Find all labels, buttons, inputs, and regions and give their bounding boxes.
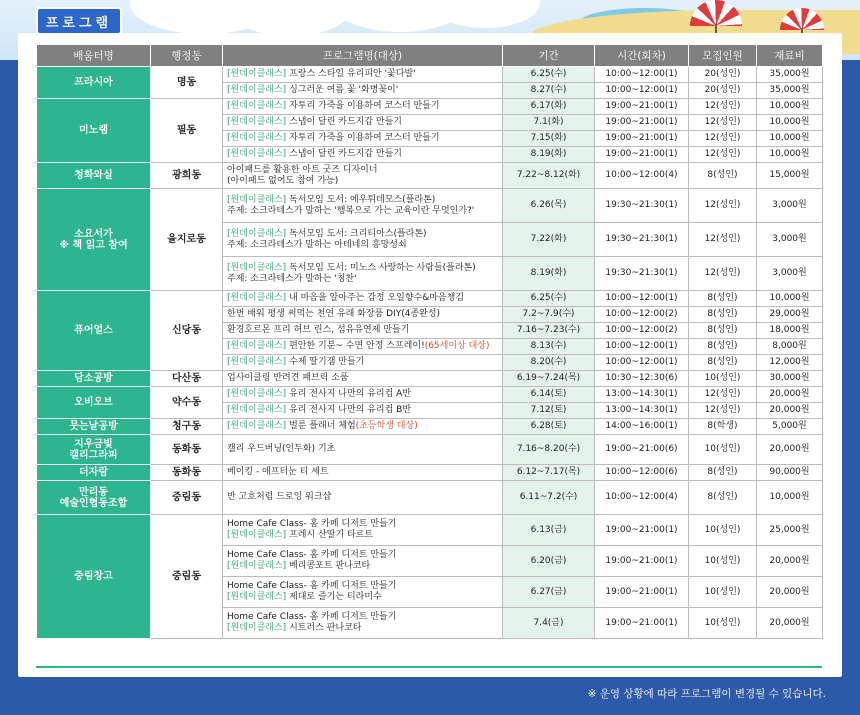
class-tag: [원데이클래스]	[227, 228, 287, 239]
table-row	[37, 371, 823, 387]
program-cell	[223, 608, 503, 639]
venue-name: 퓨어얼스	[74, 325, 113, 336]
class-tag: [원데이클래스]	[227, 293, 287, 303]
capacity-cell: 8(성인)	[689, 339, 757, 355]
time-cell: 19:00~21:00(1)	[595, 608, 689, 639]
venue-name: 더자람	[79, 467, 108, 478]
program-cell	[223, 83, 503, 99]
program-table	[36, 44, 823, 639]
dong-cell: 신당동	[151, 291, 223, 371]
class-tag: [원데이클래스]	[227, 101, 287, 111]
venue-cell	[37, 291, 151, 371]
capacity-cell: 20(성인)	[689, 67, 757, 83]
program-name: 내 마음을 알아주는 감정 오일향수&마음챙김	[289, 293, 465, 303]
dong-cell: 청구동	[151, 419, 223, 435]
fee-cell: 35,000원	[757, 67, 823, 83]
fee-cell: 3,000원	[757, 257, 823, 291]
time-cell: 10:00~12:00(4)	[595, 163, 689, 189]
period-cell: 6.17(화)	[503, 99, 595, 115]
venue-cell	[37, 371, 151, 387]
time-cell: 10:00~12:00(1)	[595, 83, 689, 99]
fee-cell: 10,000원	[757, 115, 823, 131]
capacity-cell: 10(성인)	[689, 435, 757, 465]
table-header-row	[37, 45, 823, 67]
table-row	[37, 419, 823, 435]
capacity-cell: 12(성인)	[689, 189, 757, 223]
time-cell: 19:30~21:30(1)	[595, 189, 689, 223]
capacity-cell: 12(성인)	[689, 99, 757, 115]
venue-cell	[37, 481, 151, 515]
dong-cell: 필동	[151, 99, 223, 163]
program-line	[227, 389, 500, 400]
section-badge: 프로그램	[36, 7, 122, 35]
capacity-cell: 10(성인)	[689, 608, 757, 639]
fee-cell: 18,000원	[757, 323, 823, 339]
program-detail: 제대로 즐기는 티라미수	[289, 592, 382, 602]
program-cell	[223, 577, 503, 608]
fee-cell: 5,000원	[757, 419, 823, 435]
venue-name: 소요서가	[74, 228, 113, 240]
time-cell: 13:00~14:30(1)	[595, 403, 689, 419]
venue-name: 만리동	[79, 486, 108, 498]
fee-cell: 29,000원	[757, 307, 823, 323]
venue-cell	[37, 163, 151, 189]
program-name: 프랑스 스타일 유리피안 '꽃다발'	[289, 69, 416, 79]
period-cell: 7.12(토)	[503, 403, 595, 419]
program-line	[227, 195, 500, 206]
table-row	[37, 189, 823, 223]
program-detail: 시트러스 판나코타	[289, 623, 362, 633]
capacity-cell: 12(성인)	[689, 223, 757, 257]
program-line	[227, 612, 500, 623]
program-cell	[223, 419, 503, 435]
program-name: 업사이클링 반려견 패브릭 소품	[227, 373, 349, 383]
period-cell: 8.19(화)	[503, 147, 595, 163]
time-cell: 10:30~12:30(6)	[595, 371, 689, 387]
time-cell: 19:00~21:00(1)	[595, 131, 689, 147]
dong-cell: 중림동	[151, 515, 223, 639]
venue-name: 뭇는날공방	[69, 421, 118, 432]
table-row	[37, 387, 823, 403]
class-tag: [원데이클래스]	[227, 530, 287, 540]
class-tag: [원데이클래스]	[227, 421, 287, 431]
venue-cell	[37, 465, 151, 481]
program-line	[227, 165, 500, 176]
program-line-2	[227, 240, 500, 251]
fee-cell: 35,000원	[757, 83, 823, 99]
header-time: 시간(회차)	[595, 45, 689, 67]
period-cell: 7.4(금)	[503, 608, 595, 639]
time-cell: 10:00~12:00(6)	[595, 465, 689, 481]
dong-cell: 다산동	[151, 371, 223, 387]
period-cell: 7.16~8.20(수)	[503, 435, 595, 465]
venue-name: 담소공방	[74, 373, 113, 384]
program-name: Home Cafe Class- 홈 카페 디저트 만들기	[227, 612, 397, 622]
program-detail: 주제: 소크라테스가 말하는 '행복으로 가는 교육이란 무엇인가?'	[227, 205, 475, 216]
venue-name: 지우금빛	[74, 438, 113, 450]
program-name: 유리 전사지 나만의 유리컵 A반	[289, 389, 411, 399]
time-cell: 19:00~21:00(1)	[595, 546, 689, 577]
program-line	[227, 263, 500, 274]
program-cell	[223, 546, 503, 577]
capacity-cell: 12(성인)	[689, 115, 757, 131]
capacity-cell: 12(성인)	[689, 387, 757, 403]
fee-cell: 10,000원	[757, 131, 823, 147]
time-cell: 10:00~12:00(2)	[595, 323, 689, 339]
venue-name: 프라시아	[74, 77, 113, 88]
venue-name: 청화와실	[74, 170, 113, 181]
time-cell: 14:00~16:00(1)	[595, 419, 689, 435]
class-tag: [원데이클래스]	[227, 194, 287, 205]
time-cell: 19:00~21:00(1)	[595, 147, 689, 163]
table-row	[37, 481, 823, 515]
program-line	[227, 357, 500, 368]
program-line-2	[227, 274, 500, 285]
period-cell: 7.1(화)	[503, 115, 595, 131]
time-cell: 10:00~12:00(2)	[595, 307, 689, 323]
program-name: 자투리 가죽을 이용하여 코스터 만들기	[289, 133, 440, 143]
program-line	[227, 69, 500, 80]
table-row	[37, 291, 823, 307]
venue-cell	[37, 67, 151, 99]
program-line	[227, 117, 500, 128]
program-cell	[223, 465, 503, 481]
program-cell	[223, 339, 503, 355]
header-program: 프로그램명(대상)	[223, 45, 503, 67]
program-line	[227, 229, 500, 240]
fee-cell: 20,000원	[757, 577, 823, 608]
period-cell: 6.20(금)	[503, 546, 595, 577]
program-line	[227, 149, 500, 160]
period-cell: 6.19~7.24(목)	[503, 371, 595, 387]
program-cell	[223, 257, 503, 291]
fee-cell: 10,000원	[757, 481, 823, 515]
fee-cell: 12,000원	[757, 355, 823, 371]
program-name: 편안한 기분~ 수면 안정 스프레이!	[289, 341, 425, 351]
program-cell	[223, 387, 503, 403]
program-line-2	[227, 623, 500, 634]
venue-cell	[37, 515, 151, 639]
program-name: 아이패드를 활용한 아트 굿즈 디자이너	[227, 164, 378, 175]
fee-cell: 10,000원	[757, 147, 823, 163]
fee-cell: 30,000원	[757, 371, 823, 387]
venue-name: 중림창고	[74, 571, 113, 582]
venue-cell	[37, 387, 151, 419]
class-tag: [원데이클래스]	[227, 117, 287, 127]
program-cell	[223, 163, 503, 189]
program-line	[227, 341, 500, 352]
program-name: 독서모임 도서: 미노스 사랑하는 사람들(플라톤)	[289, 262, 476, 273]
program-name: 한번 배워 평생 써먹는 천연 유래 화장품 DIY(4종완성)	[227, 309, 441, 319]
table-row	[37, 515, 823, 546]
class-tag: [원데이클래스]	[227, 133, 287, 143]
time-cell: 19:00~21:00(1)	[595, 515, 689, 546]
program-cell	[223, 307, 503, 323]
program-name: 벌룬 플래너 체험	[289, 421, 356, 431]
venue-subtitle: 캘리그라피	[69, 449, 118, 461]
fee-cell: 3,000원	[757, 189, 823, 223]
program-detail: 베리콩포트 판나코타	[289, 561, 371, 571]
venue-name: 미노램	[79, 125, 108, 136]
program-line	[227, 325, 500, 336]
program-name: 캘리 우드버닝(인두화) 기초	[227, 444, 336, 454]
program-cell	[223, 515, 503, 546]
program-card	[18, 33, 842, 677]
period-cell: 8.27(수)	[503, 83, 595, 99]
capacity-cell: 8(학생)	[689, 419, 757, 435]
table-row	[37, 435, 823, 465]
period-cell: 6.28(토)	[503, 419, 595, 435]
dong-cell: 광희동	[151, 163, 223, 189]
time-cell: 10:00~12:00(1)	[595, 291, 689, 307]
program-line	[227, 309, 500, 320]
time-cell: 10:00~12:00(1)	[595, 339, 689, 355]
time-cell: 10:00~12:00(1)	[595, 67, 689, 83]
capacity-cell: 12(성인)	[689, 403, 757, 419]
period-cell: 7.22(화)	[503, 223, 595, 257]
time-cell: 19:30~21:30(1)	[595, 223, 689, 257]
program-line-2	[227, 176, 500, 187]
venue-cell	[37, 435, 151, 465]
footer-note: ※ 운영 상황에 따라 프로그램이 변경될 수 있습니다.	[587, 688, 826, 700]
class-tag: [원데이클래스]	[227, 357, 287, 367]
period-cell: 7.15(화)	[503, 131, 595, 147]
dong-cell: 약수동	[151, 387, 223, 419]
program-cell	[223, 223, 503, 257]
program-line	[227, 519, 500, 530]
time-cell: 19:30~21:30(1)	[595, 257, 689, 291]
period-cell: 6.26(목)	[503, 189, 595, 223]
time-cell: 10:00~12:00(1)	[595, 355, 689, 371]
program-line	[227, 373, 500, 384]
venue-cell	[37, 419, 151, 435]
program-cell	[223, 323, 503, 339]
time-cell: 19:00~21:00(6)	[595, 435, 689, 465]
dong-cell: 을지로동	[151, 189, 223, 291]
period-cell: 6.13(금)	[503, 515, 595, 546]
table-bottom-rule	[36, 666, 822, 668]
program-line	[227, 133, 500, 144]
program-cell	[223, 189, 503, 223]
program-name: Home Cafe Class- 홈 카페 디저트 만들기	[227, 550, 397, 560]
dong-cell: 중림동	[151, 481, 223, 515]
class-tag: [원데이클래스]	[227, 592, 287, 602]
class-tag: [원데이클래스]	[227, 262, 287, 273]
program-line	[227, 581, 500, 592]
program-line-2	[227, 206, 500, 217]
program-line	[227, 405, 500, 416]
program-line	[227, 492, 500, 503]
capacity-cell: 8(성인)	[689, 307, 757, 323]
program-detail: (아이패드 없어도 참여 가능)	[227, 175, 339, 186]
capacity-cell: 8(성인)	[689, 355, 757, 371]
class-tag: [원데이클래스]	[227, 561, 287, 571]
program-detail: 주제: 소크라테스가 말하는 아테네의 흥망성쇠	[227, 239, 407, 250]
program-name: Home Cafe Class- 홈 카페 디저트 만들기	[227, 581, 397, 591]
program-cell	[223, 371, 503, 387]
program-name: 독서모임 도서: 크리티아스(플라톤)	[289, 228, 427, 239]
fee-cell: 10,000원	[757, 291, 823, 307]
capacity-cell: 8(성인)	[689, 465, 757, 481]
class-tag: [원데이클래스]	[227, 85, 287, 95]
period-cell: 6.11~7.2(수)	[503, 481, 595, 515]
table-row	[37, 465, 823, 481]
table-row	[37, 99, 823, 115]
fee-cell: 10,000원	[757, 99, 823, 115]
program-cell	[223, 403, 503, 419]
dong-cell: 동화동	[151, 435, 223, 465]
capacity-cell: 12(성인)	[689, 257, 757, 291]
program-line	[227, 293, 500, 304]
program-line	[227, 421, 500, 432]
program-name: 반 고흐처럼 드로잉 워크샵	[227, 492, 332, 502]
table-row	[37, 163, 823, 189]
venue-cell	[37, 99, 151, 163]
fee-cell: 20,000원	[757, 387, 823, 403]
period-cell: 7.16~7.23(수)	[503, 323, 595, 339]
header-fee: 재료비	[757, 45, 823, 67]
class-tag: [원데이클래스]	[227, 623, 287, 633]
program-name: 자투리 가죽을 이용하여 코스터 만들기	[289, 101, 440, 111]
period-cell: 7.22~8.12(화)	[503, 163, 595, 189]
program-detail: 주제: 소크라테스가 말하는 '칭찬'	[227, 273, 357, 284]
period-cell: 6.25(수)	[503, 67, 595, 83]
program-cell	[223, 435, 503, 465]
capacity-cell: 10(성인)	[689, 546, 757, 577]
program-cell	[223, 355, 503, 371]
venue-name: 오비오브	[74, 397, 113, 408]
class-tag: [원데이클래스]	[227, 389, 287, 399]
program-name: 베이킹 - 애프터눈 티 세트	[227, 467, 329, 477]
time-cell: 19:00~21:00(1)	[595, 577, 689, 608]
program-cell	[223, 67, 503, 83]
program-name: 환경호르몬 프리 허브 린스, 섬유유연제 만들기	[227, 325, 410, 335]
target-highlight: (65세이상 대상)	[424, 341, 490, 351]
fee-cell: 15,000원	[757, 163, 823, 189]
venue-cell	[37, 189, 151, 291]
program-cell	[223, 291, 503, 307]
dong-cell: 명동	[151, 67, 223, 99]
program-name: Home Cafe Class- 홈 카페 디저트 만들기	[227, 519, 397, 529]
time-cell: 19:00~21:00(1)	[595, 99, 689, 115]
program-line	[227, 85, 500, 96]
capacity-cell: 20(성인)	[689, 83, 757, 99]
fee-cell: 20,000원	[757, 608, 823, 639]
fee-cell: 20,000원	[757, 403, 823, 419]
header-venue: 배움터명	[37, 45, 151, 67]
program-cell	[223, 131, 503, 147]
period-cell: 6.12~7.17(목)	[503, 465, 595, 481]
class-tag: [원데이클래스]	[227, 69, 287, 79]
venue-subtitle: 예술인협동조합	[59, 497, 128, 509]
program-cell	[223, 147, 503, 163]
header-capacity: 모집인원	[689, 45, 757, 67]
time-cell: 10:00~12:00(4)	[595, 481, 689, 515]
table-body	[37, 67, 823, 639]
capacity-cell: 10(성인)	[689, 371, 757, 387]
program-line	[227, 550, 500, 561]
capacity-cell: 10(성인)	[689, 515, 757, 546]
period-cell: 6.27(금)	[503, 577, 595, 608]
program-cell	[223, 115, 503, 131]
fee-cell: 3,000원	[757, 223, 823, 257]
program-line	[227, 444, 500, 455]
target-highlight: (초등학생 대상)	[355, 421, 418, 431]
period-cell: 7.2~7.9(수)	[503, 307, 595, 323]
program-line-2	[227, 592, 500, 603]
capacity-cell: 8(성인)	[689, 163, 757, 189]
program-line-2	[227, 530, 500, 541]
venue-subtitle: ※ 책 읽고 참여	[59, 239, 128, 251]
capacity-cell: 12(성인)	[689, 131, 757, 147]
period-cell: 6.25(수)	[503, 291, 595, 307]
program-detail: 프레시 산딸기 타르트	[289, 530, 374, 540]
period-cell: 8.13(수)	[503, 339, 595, 355]
fee-cell: 25,000원	[757, 515, 823, 546]
fee-cell: 90,000원	[757, 465, 823, 481]
table-row	[37, 67, 823, 83]
period-cell: 8.20(수)	[503, 355, 595, 371]
header-period: 기간	[503, 45, 595, 67]
class-tag: [원데이클래스]	[227, 405, 287, 415]
capacity-cell: 10(성인)	[689, 577, 757, 608]
program-line	[227, 467, 500, 478]
dong-cell: 동화동	[151, 465, 223, 481]
program-cell	[223, 99, 503, 115]
time-cell: 19:00~21:00(1)	[595, 115, 689, 131]
period-cell: 6.14(토)	[503, 387, 595, 403]
program-name: 스냅이 달린 카드지갑 만들기	[289, 149, 402, 159]
class-tag: [원데이클래스]	[227, 341, 287, 351]
program-name: 유리 전사지 나만의 유리컵 B반	[289, 405, 412, 415]
program-line	[227, 101, 500, 112]
capacity-cell: 8(성인)	[689, 323, 757, 339]
capacity-cell: 8(성인)	[689, 481, 757, 515]
fee-cell: 20,000원	[757, 546, 823, 577]
capacity-cell: 12(성인)	[689, 147, 757, 163]
class-tag: [원데이클래스]	[227, 149, 287, 159]
time-cell: 13:00~14:30(1)	[595, 387, 689, 403]
program-line-2	[227, 561, 500, 572]
fee-cell: 8,000원	[757, 339, 823, 355]
program-name: 독서모임 도서: 에우튀데모스(플라톤)	[289, 194, 436, 205]
capacity-cell: 8(성인)	[689, 291, 757, 307]
header-dong: 행정동	[151, 45, 223, 67]
program-name: 수제 딸기잼 만들기	[289, 357, 365, 367]
program-name: 스냅이 달린 카드지갑 만들기	[289, 117, 402, 127]
period-cell: 8.19(화)	[503, 257, 595, 291]
program-name: 싱그러운 여름 꽃 '화병꽂이'	[289, 85, 399, 95]
program-cell	[223, 481, 503, 515]
fee-cell: 20,000원	[757, 435, 823, 465]
